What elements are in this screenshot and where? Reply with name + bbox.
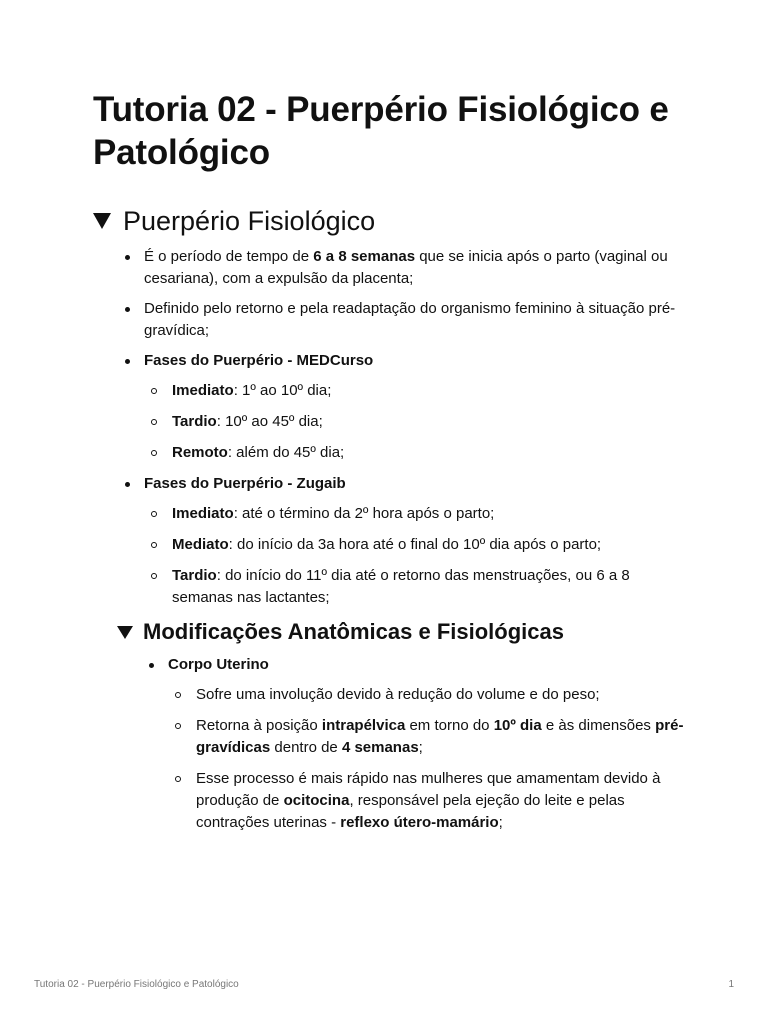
sub-list-item: Tardio: 10º ao 45º dia; xyxy=(144,411,693,433)
list-item: Definido pelo retorno e pela readaptação do organismo feminino à situação pré-gravídica; xyxy=(125,298,693,342)
sub-list-item: Esse processo é mais rápido nas mulheres que amamentam devido à produção de ocitocina, responsável pela ejeção do leite e pelas contrações uterinas - reflexo útero-mamário; xyxy=(168,768,693,834)
sub-list-item: Mediato: do início da 3a hora até o final do 10º dia após o parto; xyxy=(144,534,693,556)
list-item-phases-zugaib: Fases do Puerpério - Zugaib Imediato: até o término da 2º hora após o parto; Mediato: do início da 3a hora até o final do 10º dia após o parto; Tardio: do início do 11º dia até o retorno das menstruações, ou 6 a 8 semanas nas lactantes; xyxy=(125,473,693,609)
page-title: Tutoria 02 - Puerpério Fisiológico e Patológico xyxy=(93,90,669,172)
list-item-phases-medcurso: Fases do Puerpério - MEDCurso Imediato: 1º ao 10º dia; Tardio: 10º ao 45º dia; Remoto: além do 45º dia; xyxy=(125,350,693,464)
sub-list-item: Imediato: até o término da 2º hora após o parto; xyxy=(144,503,693,525)
page-footer xyxy=(34,979,734,990)
list-item: É o período de tempo de 6 a 8 semanas que se inicia após o parto (vaginal ou cesariana), com a expulsão da placenta; xyxy=(125,246,693,290)
toggle-triangle-icon[interactable] xyxy=(93,213,111,229)
section2-list xyxy=(149,654,693,834)
sub-list-item: Tardio: do início do 11º dia até o retorno das menstruações, ou 6 a 8 semanas nas lactantes; xyxy=(144,565,693,609)
sub-list-item: Remoto: além do 45º dia; xyxy=(144,442,693,464)
list-item-corpo-uterino: Corpo Uterino Sofre uma involução devido à redução do volume e do peso; Retorna à posição intrapélvica em torno do 10º dia e às dimensões pré-gravídicas dentro de 4 semanas; Esse processo é mais rápido nas mulheres que amamentam devido à produção de ocitocina, responsável pela ejeção do leite e pelas contrações uterinas - reflexo útero-mamário; xyxy=(149,654,693,834)
document-page xyxy=(93,88,693,843)
section1-list xyxy=(125,246,693,609)
section-heading: Puerpério Fisiológico xyxy=(123,206,376,236)
sub-list-item: Imediato: 1º ao 10º dia; xyxy=(144,380,693,402)
page-number: 1 xyxy=(728,979,734,990)
sub-list xyxy=(144,503,693,609)
sub-list xyxy=(144,380,693,464)
section-puerperio-fisiologico-toggle[interactable] xyxy=(93,204,693,238)
footer-title: Tutoria 02 - Puerpério Fisiológico e Patológico xyxy=(34,979,239,990)
sub-list xyxy=(168,684,693,834)
sub-list-item: Retorna à posição intrapélvica em torno do 10º dia e às dimensões pré-gravídicas dentro de 4 semanas; xyxy=(168,715,693,759)
sub-list-item: Sofre uma involução devido à redução do volume e do peso; xyxy=(168,684,693,706)
section-heading: Modificações Anatômicas e Fisiológicas xyxy=(143,619,564,644)
section-modificacoes-toggle[interactable] xyxy=(117,618,693,646)
toggle-triangle-icon[interactable] xyxy=(117,626,133,639)
